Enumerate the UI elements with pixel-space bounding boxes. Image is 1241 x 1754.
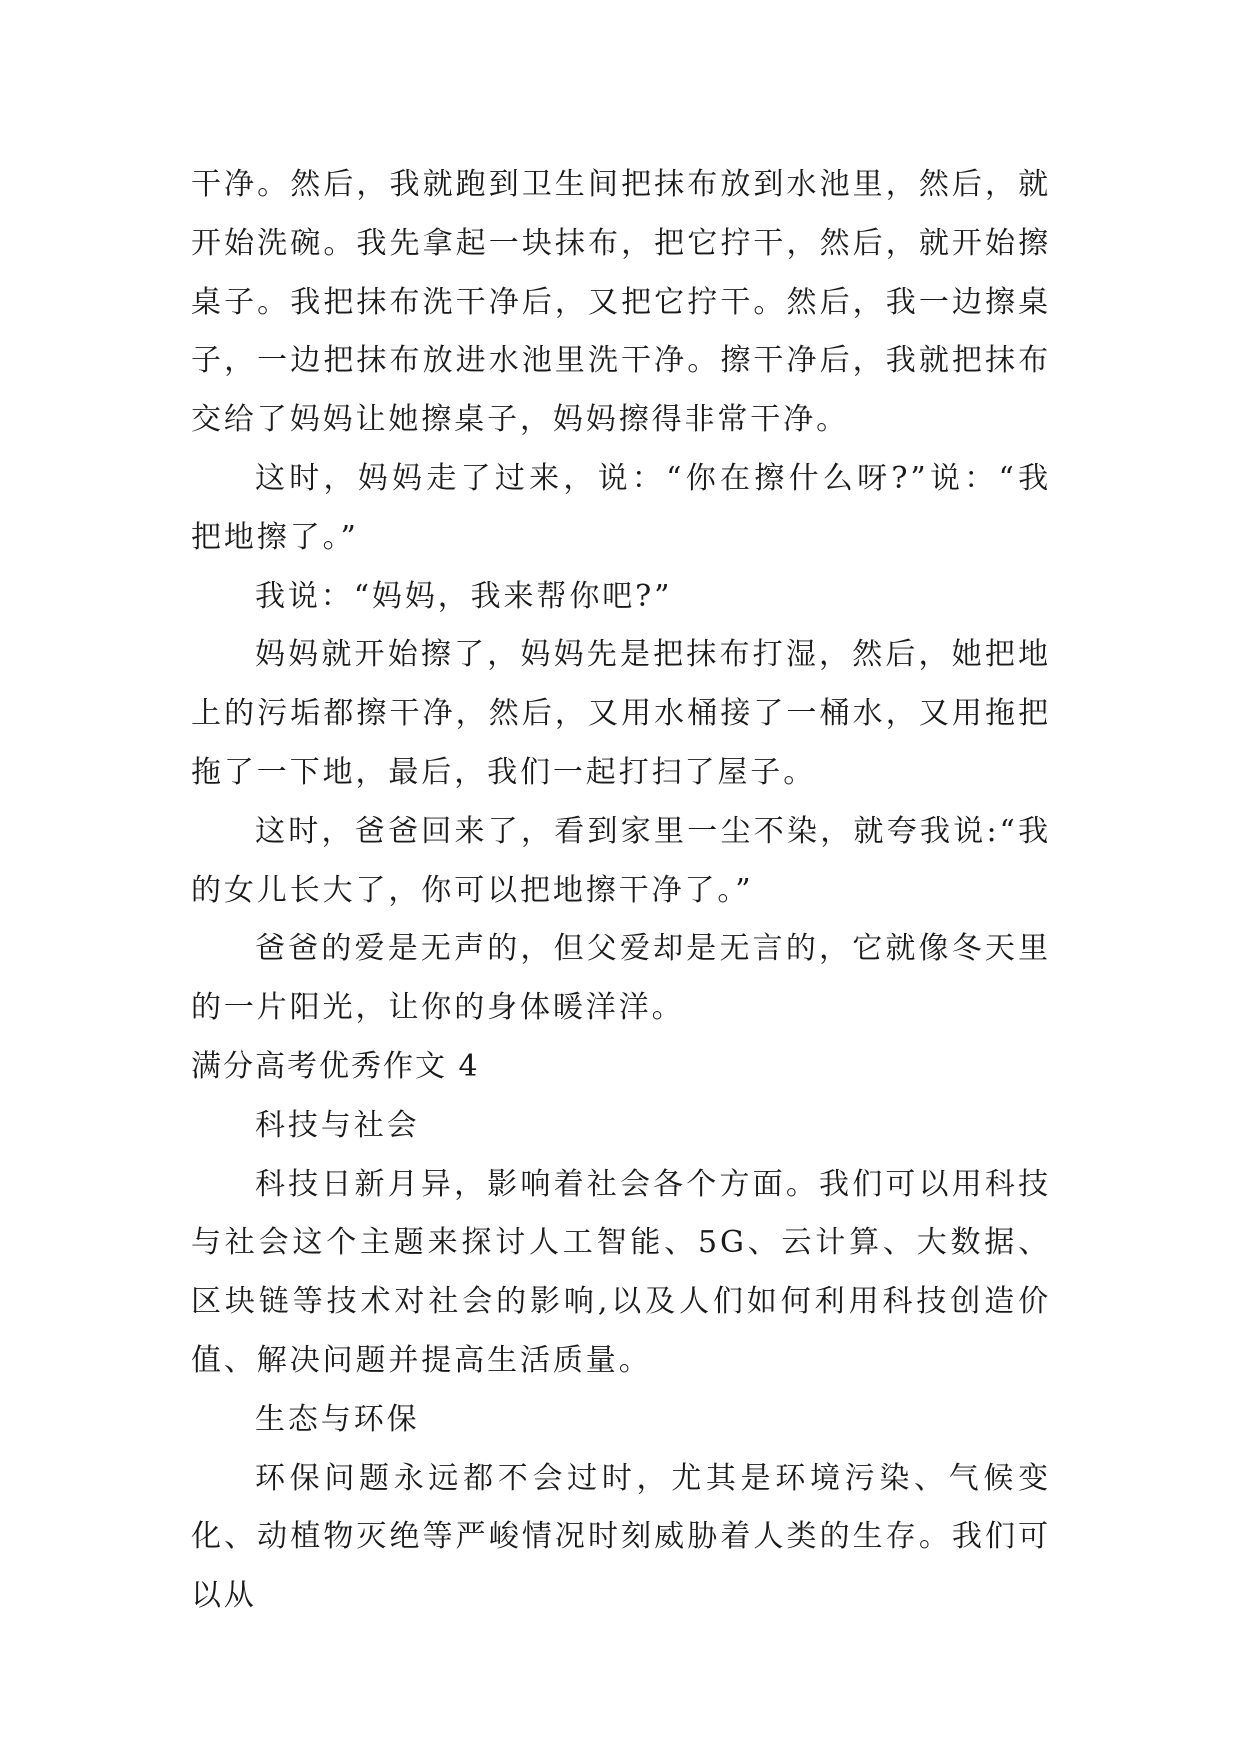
paragraph: 科技日新月异，影响着社会各个方面。我们可以用科技与社会这个主题来探讨人工智能、5G、云计算、大数据、区块链等技术对社会的影响,以及人们如何利用科技创造价值、解决问题并提高生活质量。	[191, 1166, 1051, 1378]
paragraph: 我说：“妈妈，我来帮你吧?”	[255, 578, 673, 614]
document-body	[191, 156, 1051, 1626]
paragraph: 环保问题永远都不会过时，尤其是环境污染、气候变化、动植物灭绝等严峻情况时刻威胁着人类的生存。我们可以从	[191, 1460, 1051, 1614]
subheading: 科技与社会	[255, 1107, 420, 1143]
paragraph: 这时，妈妈走了过来，说：“你在擦什么呀?”说：“我把地擦了。”	[191, 460, 1051, 555]
paragraph: 爸爸的爱是无声的，但父爱却是无言的，它就像冬天里的一片阳光，让你的身体暖洋洋。	[191, 931, 1051, 1026]
subheading: 生态与环保	[255, 1401, 420, 1437]
paragraph-continuation: 干净。然后，我就跑到卫生间把抹布放到水池里，然后，就开始洗碗。我先拿起一块抹布，把它拧干，然后，就开始擦桌子。我把抹布洗干净后，又把它拧干。然后，我一边擦桌子，一边把抹布放进水池里洗干净。擦干净后，我就把抹布交给了妈妈让她擦桌子，妈妈擦得非常干净。	[191, 167, 1051, 438]
paragraph: 这时，爸爸回来了，看到家里一尘不染，就夸我说:“我的女儿长大了，你可以把地擦干净了。”	[191, 813, 1051, 908]
paragraph: 妈妈就开始擦了，妈妈先是把抹布打湿，然后，她把地上的污垢都擦干净，然后，又用水桶接了一桶水，又用拖把拖了一下地，最后，我们一起打扫了屋子。	[191, 637, 1051, 790]
section-heading: 满分高考优秀作文 4	[191, 1048, 480, 1084]
